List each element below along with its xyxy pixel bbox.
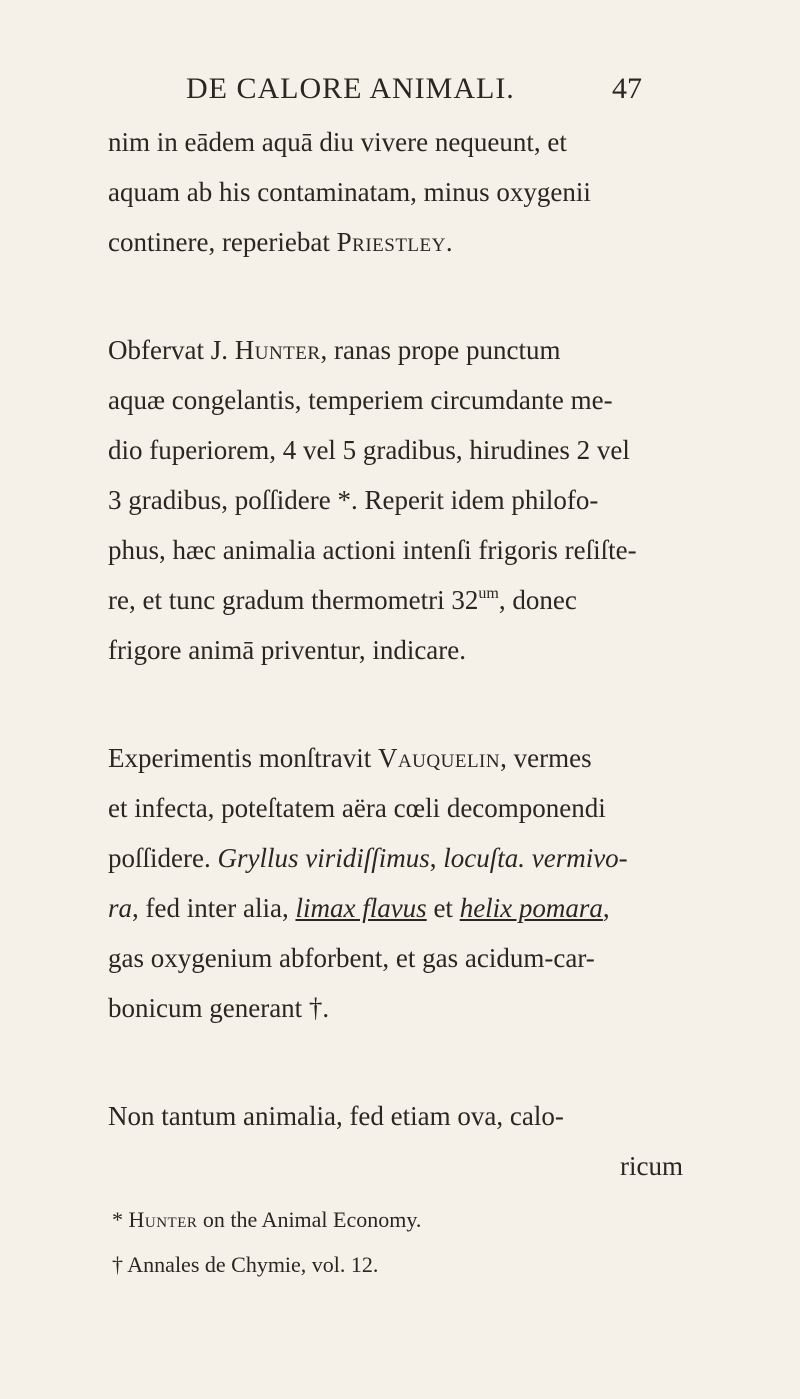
text-line: nim in eādem aquā diu vivere nequeunt, et: [108, 127, 567, 157]
text-line: Non tantum animalia, fed etiam ova, calo-: [108, 1101, 564, 1131]
species-name: locuſta. vermivo-: [443, 843, 628, 873]
text-line: re, et tunc gradum thermometri $32^{um}$, donec: [108, 585, 577, 615]
text-line: ra, fed inter alia, limax flavus et helix pomara,: [108, 893, 610, 923]
text-line: aquam ab his contaminatam, minus oxygenii: [108, 177, 591, 207]
author-name: Hunter: [234, 335, 321, 365]
author-name: Vauquelin: [377, 743, 501, 773]
footnote: † Annales de Chymie, vol. 12.: [112, 1252, 379, 1277]
species-name: limax flavus: [295, 893, 427, 923]
text-line: bonicum generant †.: [108, 993, 330, 1023]
text-line: dio fuperiorem, 4 vel 5 gradibus, hirudines 2 vel: [108, 435, 630, 465]
species-name: helix pomara: [459, 893, 603, 923]
text-line: phus, hæc animalia actioni intenſi frigoris reſiſte-: [108, 535, 637, 565]
author-name: Hunter: [128, 1207, 198, 1232]
text-line: continere, reperiebat Priestley.: [108, 227, 453, 257]
text-line: frigore animā priventur, indicare.: [108, 635, 467, 665]
footnote: * Hunter on the Animal Economy.: [112, 1207, 422, 1232]
text-line: aquæ congelantis, temperiem circumdante me-: [108, 385, 613, 415]
text-line: Experimentis monſtravit Vauquelin, vermes: [108, 743, 592, 773]
species-name: Gryllus viridiſſimus: [217, 843, 430, 873]
text-line: et infecta, poteſtatem aëra cœli decomponendi: [108, 793, 606, 823]
author-name: Priestley: [336, 227, 446, 257]
page-header: [0, 72, 800, 112]
catchword: ricum: [620, 1151, 683, 1181]
text-line: 3 gradibus, poſſidere *. Reperit idem philofo-: [108, 485, 599, 515]
text-line: Obfervat J. Hunter, ranas prope punctum: [108, 335, 561, 365]
page-number: 47: [612, 72, 642, 105]
running-title: DE CALORE ANIMALI.: [186, 72, 515, 105]
text-line: gas oxygenium abforbent, et gas acidum-car-: [108, 943, 595, 973]
text-line: poſſidere. Gryllus viridiſſimus, locuſta. vermivo-: [108, 843, 628, 873]
